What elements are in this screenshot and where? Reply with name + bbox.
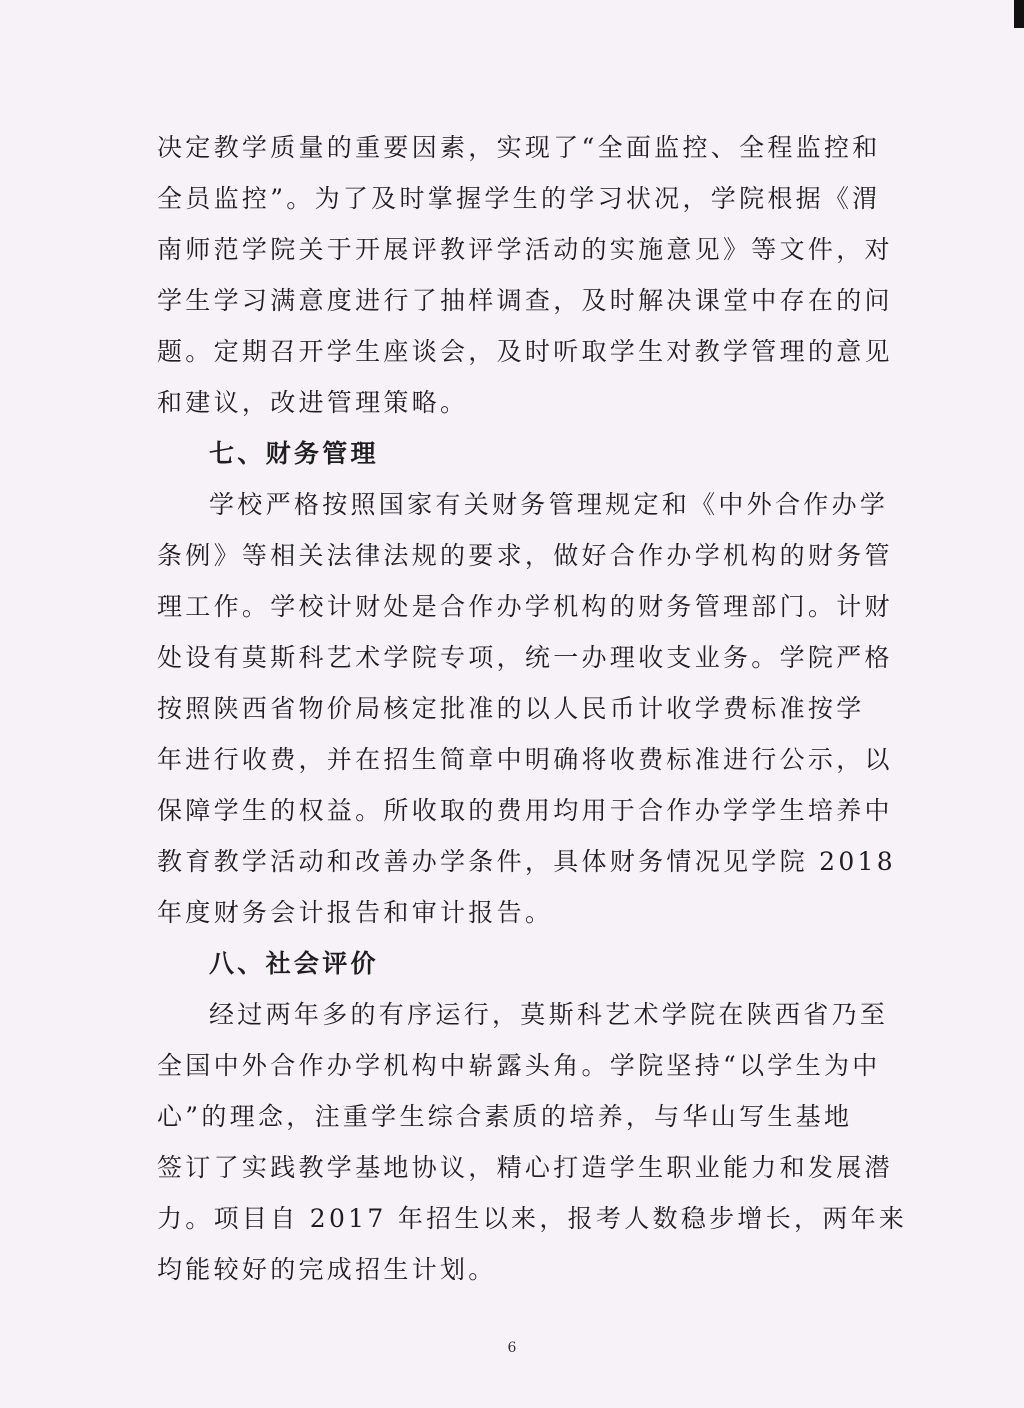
- text-line: 全国中外合作办学机构中崭露头角。学院坚持“以学生为中: [157, 1051, 881, 1080]
- section-heading-finance: 七、财务管理: [209, 439, 379, 468]
- text-line: 力。项目自 2017 年招生以来，报考人数稳步增长，两年来: [157, 1204, 908, 1233]
- text-line: 全员监控”。为了及时掌握学生的学习状况，学院根据《渭: [157, 184, 881, 213]
- text-line: 南师范学院关于开展评教评学活动的实施意见》等文件，对: [157, 235, 893, 264]
- text-line: 学生学习满意度进行了抽样调查，及时解决课堂中存在的问: [157, 286, 893, 315]
- text-line: 学校严格按照国家有关财务管理规定和《中外合作办学: [209, 490, 889, 519]
- scan-edge-mark: [1014, 0, 1024, 28]
- text-line: 心”的理念，注重学生综合素质的培养，与华山写生基地: [157, 1102, 853, 1131]
- section-heading-social-evaluation: 八、社会评价: [209, 949, 379, 978]
- paragraph-finance: [157, 479, 896, 938]
- text-line: 处设有莫斯科艺术学院专项，统一办理收支业务。学院严格: [157, 643, 893, 672]
- text-line: 和建议，改进管理策略。: [157, 388, 469, 417]
- text-line: 经过两年多的有序运行，莫斯科艺术学院在陕西省乃至: [209, 1000, 889, 1029]
- text-line: 年度财务会计报告和审计报告。: [157, 898, 554, 927]
- paragraph-quality-monitoring: [157, 122, 893, 428]
- text-line: 题。定期召开学生座谈会，及时听取学生对教学管理的意见: [157, 337, 893, 366]
- text-line: 理工作。学校计财处是合作办学机构的财务管理部门。计财: [157, 592, 893, 621]
- text-line: 签订了实践教学基地协议，精心打造学生职业能力和发展潜: [157, 1153, 893, 1182]
- document-page: [157, 122, 908, 1295]
- text-line: 年进行收费，并在招生简章中明确将收费标准进行公示，以: [157, 745, 893, 774]
- text-line: 教育教学活动和改善办学条件，具体财务情况见学院 2018: [157, 847, 896, 876]
- text-line: 条例》等相关法律法规的要求，做好合作办学机构的财务管: [157, 541, 893, 570]
- text-line: 均能较好的完成招生计划。: [157, 1255, 497, 1284]
- text-line: 保障学生的权益。所收取的费用均用于合作办学学生培养中: [157, 796, 893, 825]
- text-line: 按照陕西省物价局核定批准的以人民币计收学费标准按学: [157, 694, 865, 723]
- paragraph-social-evaluation: [157, 989, 908, 1295]
- page-number: 6: [507, 1340, 517, 1356]
- text-line: 决定教学质量的重要因素，实现了“全面监控、全程监控和: [157, 133, 881, 162]
